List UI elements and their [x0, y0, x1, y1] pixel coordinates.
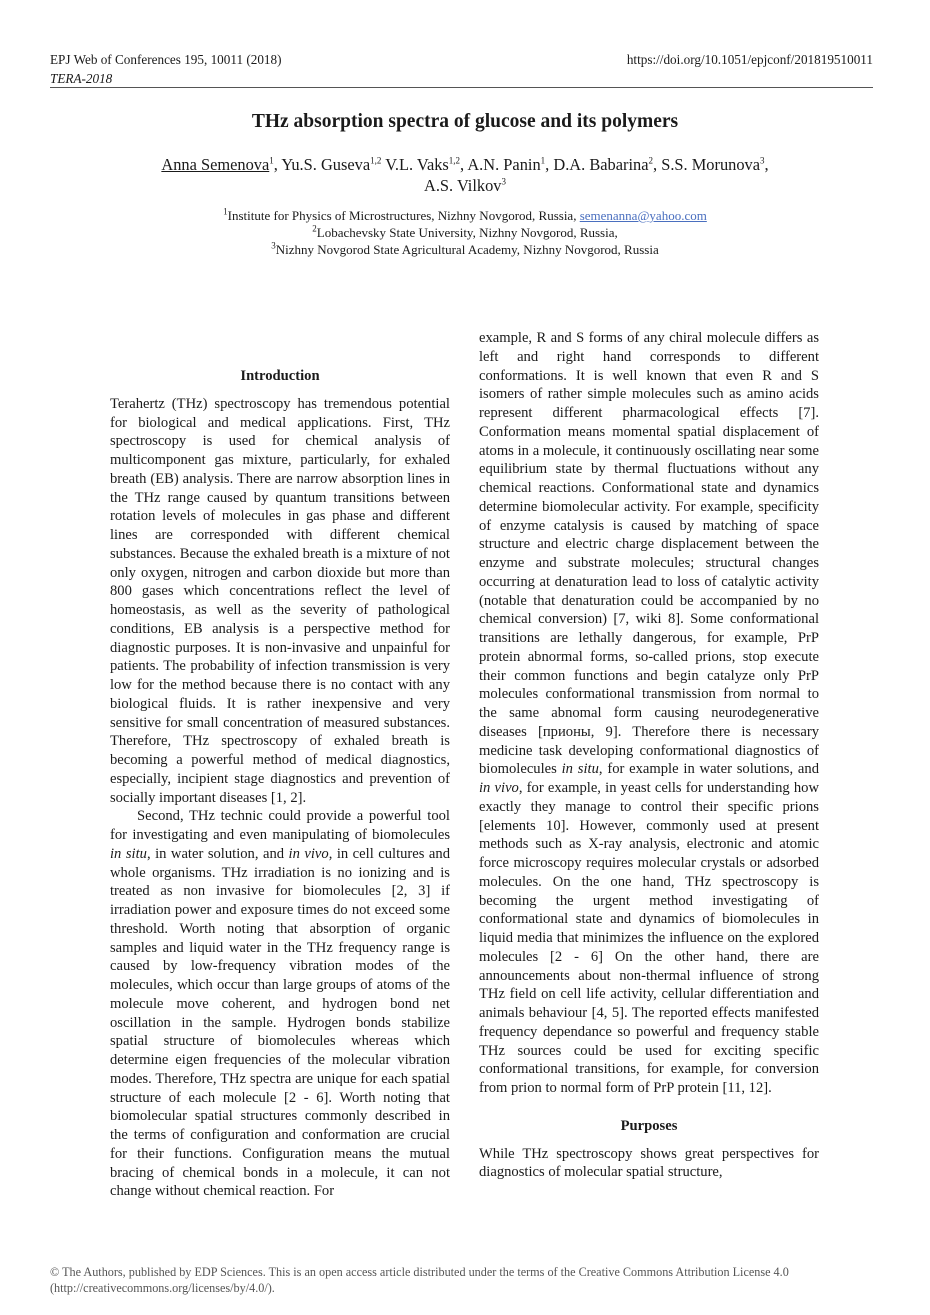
author-email-link[interactable]: semenanna@yahoo.com	[579, 208, 707, 223]
right-column	[479, 329, 819, 1182]
author-affil-mark: 1,2	[370, 155, 382, 166]
author-name: D.A. Babarina	[553, 155, 649, 174]
author-affil-mark: 1	[540, 155, 546, 166]
section-heading-introduction: Introduction	[240, 368, 320, 384]
author-list	[100, 154, 830, 196]
license-link[interactable]: (http://creativecommons.org/licenses/by/4.0/).	[50, 1281, 275, 1295]
author-name: Yu.S. Guseva	[281, 155, 371, 174]
affiliation-1: $^1$Institute for Physics of Microstructures, Nizhny Novgorod, Russia, semenanna@yahoo.com	[223, 206, 707, 223]
doi-link[interactable]: https://doi.org/10.1051/epjconf/201819510011	[626, 52, 873, 67]
author-affil-mark: 1	[269, 155, 274, 166]
author-separator: ,	[653, 155, 662, 174]
paper-title: THz absorption spectra of glucose and its polymers	[251, 111, 679, 132]
author-separator: ,	[273, 155, 282, 174]
author-separator: ,	[764, 155, 769, 174]
author-affil-mark: 3	[760, 155, 765, 166]
author-affil-mark: 3	[501, 176, 506, 187]
author-separator: ,	[460, 155, 468, 174]
left-column	[110, 367, 450, 1201]
author-name: V.L. Vaks	[385, 155, 449, 174]
section-heading-purposes: Purposes	[620, 1117, 678, 1134]
intro-paragraph-2: Second, THz technic could provide a powerful tool for investigating and even manipulating of biomolecules in situ, in water solution, and in vivo, in cell cultures and whole organisms. THz irradiation is no ionizing and is treated as non invasive for biomolecules [2, 3] if irradiation power and exposure times do not exceed some threshold. Worth noting that absorption of organic samples and liquid water in the THz frequency range is caused by low-frequency vibration modes of the molecules, which occur than large groups of atoms of the molecule move coherent, and hydrogen bond net oscillation in the sample. Hydrogen bonds stabilize spatial structure of biomolecules whereas which determine eigen frequencies of the molecular vibration modes. Therefore, THz spectra are unique for each spatial structure of each molecule [2 - 6]. Worth noting that biomolecular spatial structures commonly described in the terms of configuration and conformation are crucial for their functions. Configuration means the mutual bracing of chemical bonds in a molecule, it can not change without chemical reaction. For	[110, 808, 450, 1200]
author-name: S.S. Morunova	[661, 155, 761, 174]
journal-citation: EPJ Web of Conferences 195, 10011 (2018)	[50, 52, 282, 67]
intro-paragraph-1: Terahertz (THz) spectroscopy has tremendous potential for biological and medical applications. First, THz spectroscopy is used for chemical analysis of multicomponent gas mixture, particularly, for exhaled breath (EB) analysis. There are narrow absorption lines in the THz range caused by quantum transitions between rotation levels of molecules in gas phase and different lines are corresponded with different chemical substances. Because the exhaled breath is a mixture of not only oxygen, nitrogen and carbon dioxide but more than 800 gases which concentrations reflect the level of homeostasis, as well as the severity of pathological conditions, EB analysis is a perspective method for diagnostic purposes. It is non-invasive and unpainful for patients. The probability of infection transmission is very low for the method because there is no contact with any biological fluids. It is rather inexpensive and very sensitive for small concentration of measured substances. Therefore, THz spectroscopy of exhaled breath is becoming a powerful method of medical diagnostics, especially, incipient stage diagnostics and prevention of socially important diseases [1, 2].	[110, 395, 450, 806]
author-affil-mark: 1,2	[448, 155, 461, 166]
author-affil-mark: 2	[648, 155, 653, 166]
affiliations	[100, 207, 830, 258]
conference-name: TERA-2018	[50, 71, 113, 86]
purposes-paragraph-1: While THz spectroscopy shows great perspectives for diagnostics of molecular spatial structure,	[479, 1145, 819, 1181]
author-name: A.S. Vilkov	[424, 176, 502, 195]
affiliation-2: $^2$Lobachevsky State University, Nizhny Novgorod, Russia,	[312, 223, 618, 240]
author-separator: ,	[545, 155, 554, 174]
author-name: Anna Semenova	[161, 155, 270, 174]
license-text: © The Authors, published by EDP Sciences. This is an open access article distributed under the terms of the Creative Commons Attribution License 4.0	[50, 1265, 789, 1279]
author-name: A.N. Panin	[467, 155, 541, 174]
intro-paragraph-3: example, R and S forms of any chiral molecule differs as left and right hand corresponds to different conformations. It is well known that even R and S isomers of rather simple molecules such as amino acids represent different pharmacological effects [7]. Conformation means momental spatial displacement of atoms in a molecule, it continuously oscillating near some equilibrium state by thermal fluctuations without any chemical reactions. Conformational state and dynamics determine biomolecular activity. For example, specificity of enzyme catalysis is caused by matching of space structure and electric charge displacement between the enzyme and substrate molecules; structural changes occurring at denaturation lead to loss of catalytic activity (notable that denaturation could be accompanied by no chemical conversion) [7, wiki 8]. Some conformational transitions are lethally dangerous, for example, PrP protein abnormal forms, so-called prions, stop execute their common functions and begin catalyze only PrP molecules conformational transmission from normal to the same abnomal form causing neurodegenerative diseases [прионы, 9]. Therefore there is necessary medicine task developing conformational diagnostics of biomolecules in situ, for example in water solutions, and in vivo, for example, in yeast cells for understanding how exactly they manage to control their specific prions [elements 10]. However, commonly used at present methods such as X-ray analysis, electronic and atomic force microscopy requires molecular crystals or adsorbed molecules. On the one hand, THz spectroscopy is becoming the urgent method investigating of conformational state and dynamics of biomolecules in liquid media that minimizes the influence on the explored molecules [2 - 6] On the other hand, there are announcements about non-thermal influence of strong THz field on cell life activity, cellular differentiation and animals behaviour [4, 5]. The reported effects manifested frequency dependance so powerful and frequency stable THz sources could be used for exciting specific conformational transitions, for example, for conversion from prion to normal form of PrP protein [11, 12].	[479, 330, 819, 1096]
license-footer	[50, 1264, 873, 1296]
header-divider	[50, 87, 873, 88]
affiliation-3: $^3$Nizhny Novgorod State Agricultural Academy, Nizhny Novgorod, Russia	[271, 240, 659, 257]
